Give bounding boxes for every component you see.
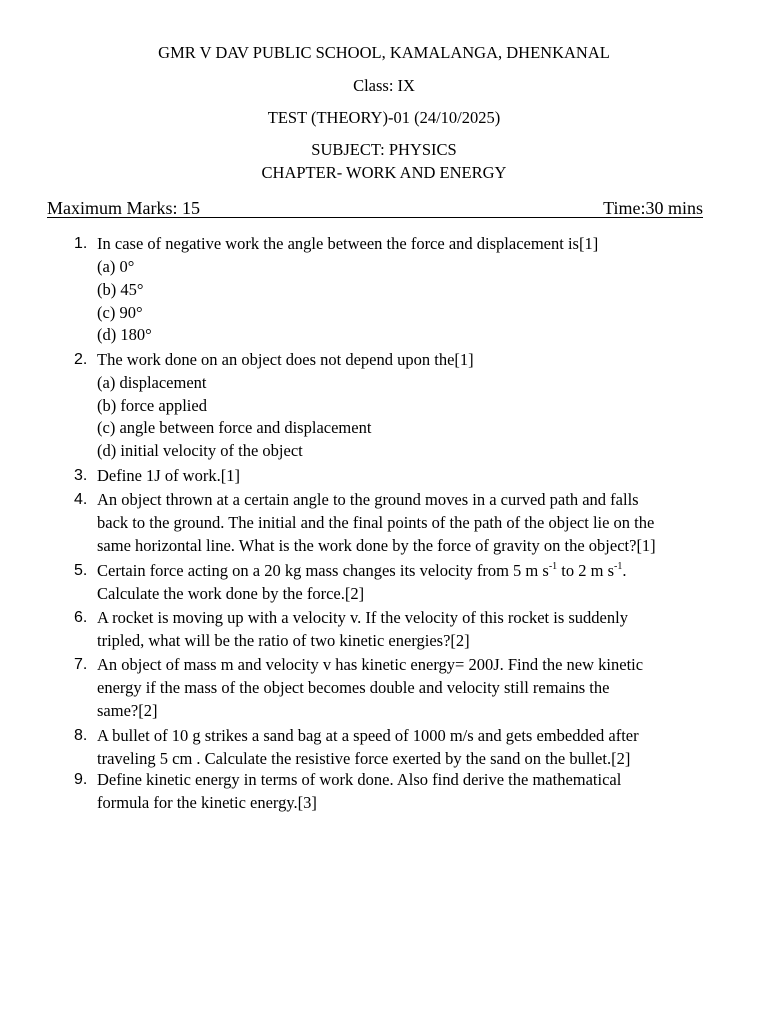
question-text-line-3: same horizontal line. What is the work done by the force of gravity on the object?[1] [97,536,656,555]
question-text-line-2: energy if the mass of the object becomes double and velocity still remains the [97,678,610,697]
option-a: (a) displacement [97,373,207,392]
question-text-line-1 [97,559,626,582]
question-text-line-1: A bullet of 10 g strikes a sand bag at a speed of 1000 m/s and gets embedded after [97,726,639,745]
question-number: 5. [74,562,88,579]
question-number: 1. [74,235,88,252]
question-text-line-2: formula for the kinetic energy.[3] [97,793,317,812]
question-text-part: to 2 m s [557,561,614,580]
question-text-line-1: A rocket is moving up with a velocity v. If the velocity of this rocket is suddenly [97,608,628,627]
question-text-line-1: An object thrown at a certain angle to the ground moves in a curved path and falls [97,490,639,509]
subject-line: SUBJECT: PHYSICS [311,140,457,159]
question-number: 3. [74,467,88,484]
question-text-part: Certain force acting on a 20 kg mass changes its velocity from 5 m s [97,561,549,580]
option-b: (b) 45° [97,280,144,299]
option-a: (a) 0° [97,257,135,276]
question-text: Define 1J of work.[1] [97,466,240,485]
header-divider [47,217,703,218]
maximum-marks: Maximum Marks: 15 [47,198,200,218]
option-d: (d) initial velocity of the object [97,441,303,460]
chapter-line: CHAPTER- WORK AND ENERGY [261,163,507,182]
question-text-line-1: Define kinetic energy in terms of work done. Also find derive the mathematical [97,770,622,789]
unit-exponent: -1 [548,560,558,572]
question-text-line-2: Calculate the work done by the force.[2] [97,584,365,603]
question-text-line-1: An object of mass m and velocity v has kinetic energy= 200J. Find the new kinetic [97,655,644,674]
time-allowed: Time:30 mins [603,198,703,218]
question-text: The work done on an object does not depend upon the[1] [97,350,474,369]
option-b: (b) force applied [97,396,207,415]
question-number: 8. [74,727,88,744]
school-name: GMR V DAV PUBLIC SCHOOL, KAMALANGA, DHENKANAL [158,43,610,62]
question-text-line-2: traveling 5 cm . Calculate the resistive force exerted by the sand on the bullet.[2] [97,749,631,768]
option-c: (c) 90° [97,303,143,322]
question-text-part: . [622,561,627,580]
option-d: (d) 180° [97,325,152,344]
question-number: 2. [74,351,88,368]
question-text-line-2: tripled, what will be the ratio of two kinetic energies?[2] [97,631,470,650]
question-number: 4. [74,491,88,508]
marks-time-row [47,197,703,219]
question-text: In case of negative work the angle between the force and displacement is[1] [97,234,599,253]
class-line: Class: IX [353,76,415,95]
question-number: 9. [74,771,88,788]
question-text-line-3: same?[2] [97,701,158,720]
question-number: 6. [74,609,88,626]
test-title: TEST (THEORY)-01 (24/10/2025) [267,108,501,127]
question-number: 7. [74,656,88,673]
option-c: (c) angle between force and displacement [97,418,372,437]
unit-exponent: -1 [614,560,623,572]
question-text-line-2: back to the ground. The initial and the final points of the path of the object lie on the [97,513,655,532]
